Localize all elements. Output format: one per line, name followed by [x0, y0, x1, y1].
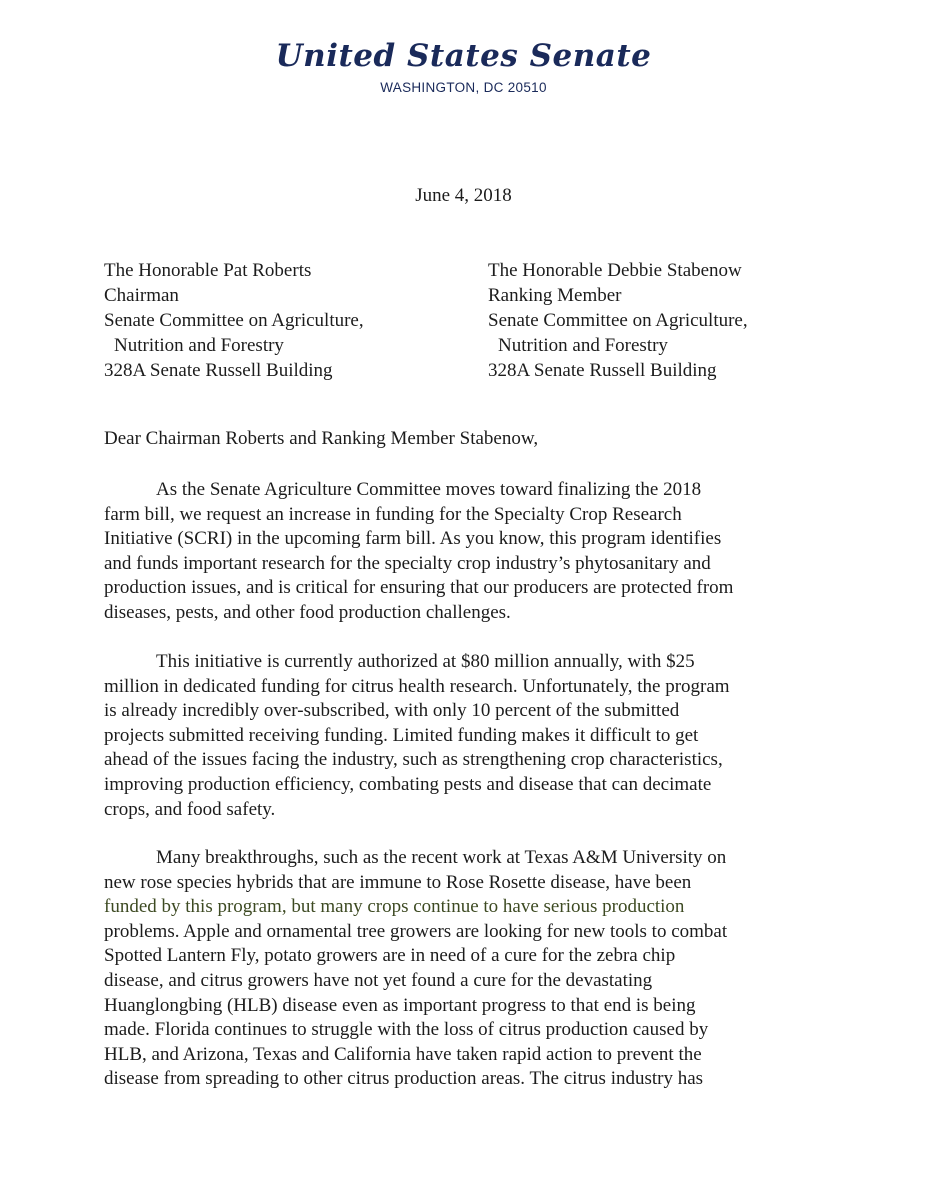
address-line: Nutrition and Forestry: [498, 335, 668, 356]
paragraph-line: Initiative (SCRI) in the upcoming farm bill. As you know, this program identifies: [104, 528, 722, 550]
recipient-address-roberts: [104, 258, 364, 383]
paragraph-line: Huanglongbing (HLB) disease even as important progress to that end is being: [104, 994, 696, 1016]
paragraph-line: diseases, pests, and other food production challenges.: [104, 601, 511, 623]
paragraph-line: problems. Apple and ornamental tree growers are looking for new tools to combat: [104, 920, 728, 942]
address-line: Chairman: [104, 285, 179, 306]
address-line: Ranking Member: [488, 285, 622, 306]
salutation: Dear Chairman Roberts and Ranking Member Stabenow,: [104, 428, 539, 449]
paragraph-line: farm bill, we request an increase in funding for the Specialty Crop Research: [104, 503, 682, 525]
address-line: Senate Committee on Agriculture,: [104, 310, 364, 331]
recipient-address-stabenow: [488, 258, 748, 383]
paragraph-line: projects submitted receiving funding. Limited funding makes it difficult to get: [104, 724, 699, 746]
paragraph-line: made. Florida continues to struggle with the loss of citrus production caused by: [104, 1019, 709, 1041]
address-line: The Honorable Pat Roberts: [104, 260, 312, 281]
address-line: Nutrition and Forestry: [114, 335, 284, 356]
paragraph-scri-request: [104, 478, 816, 626]
address-line: Senate Committee on Agriculture,: [488, 310, 748, 331]
paragraph-funding: [104, 650, 816, 822]
paragraph-line: million in dedicated funding for citrus health research. Unfortunately, the program: [104, 675, 730, 697]
paragraph-line: HLB, and Arizona, Texas and California have taken rapid action to prevent the: [104, 1043, 702, 1065]
paragraph-line: disease from spreading to other citrus production areas. The citrus industry has: [104, 1068, 704, 1090]
paragraph-line: improving production efficiency, combating pests and disease that can decimate: [104, 773, 712, 795]
paragraph-line: funded by this program, but many crops continue to have serious production: [104, 896, 685, 918]
paragraph-line: crops, and food safety.: [104, 798, 276, 820]
address-line: 328A Senate Russell Building: [104, 360, 333, 381]
paragraph-line: As the Senate Agriculture Committee moves toward finalizing the 2018: [156, 479, 702, 500]
paragraph-line: new rose species hybrids that are immune to Rose Rosette disease, have been: [104, 871, 692, 893]
address-line: 328A Senate Russell Building: [488, 360, 717, 381]
senate-address: WASHINGTON, DC 20510: [380, 80, 547, 95]
paragraph-line: disease, and citrus growers have not yet found a cure for the devastating: [104, 969, 653, 991]
paragraph-breakthroughs: [104, 846, 816, 1092]
address-line: The Honorable Debbie Stabenow: [488, 260, 742, 281]
paragraph-line: Spotted Lantern Fly, potato growers are in need of a cure for the zebra chip: [104, 945, 676, 967]
paragraph-line: and funds important research for the specialty crop industry’s phytosanitary and: [104, 552, 711, 574]
paragraph-line: This initiative is currently authorized at $80 million annually, with $25: [156, 651, 695, 672]
paragraph-line: ahead of the issues facing the industry, such as strengthening crop characteristics,: [104, 749, 723, 771]
paragraph-line: Many breakthroughs, such as the recent work at Texas A&M University on: [156, 847, 727, 868]
senate-title: United States Senate: [275, 38, 652, 74]
paragraph-line: production issues, and is critical for ensuring that our producers are protected from: [104, 577, 734, 599]
paragraph-line: is already incredibly over-subscribed, with only 10 percent of the submitted: [104, 700, 680, 722]
letter-date: June 4, 2018: [415, 185, 512, 206]
